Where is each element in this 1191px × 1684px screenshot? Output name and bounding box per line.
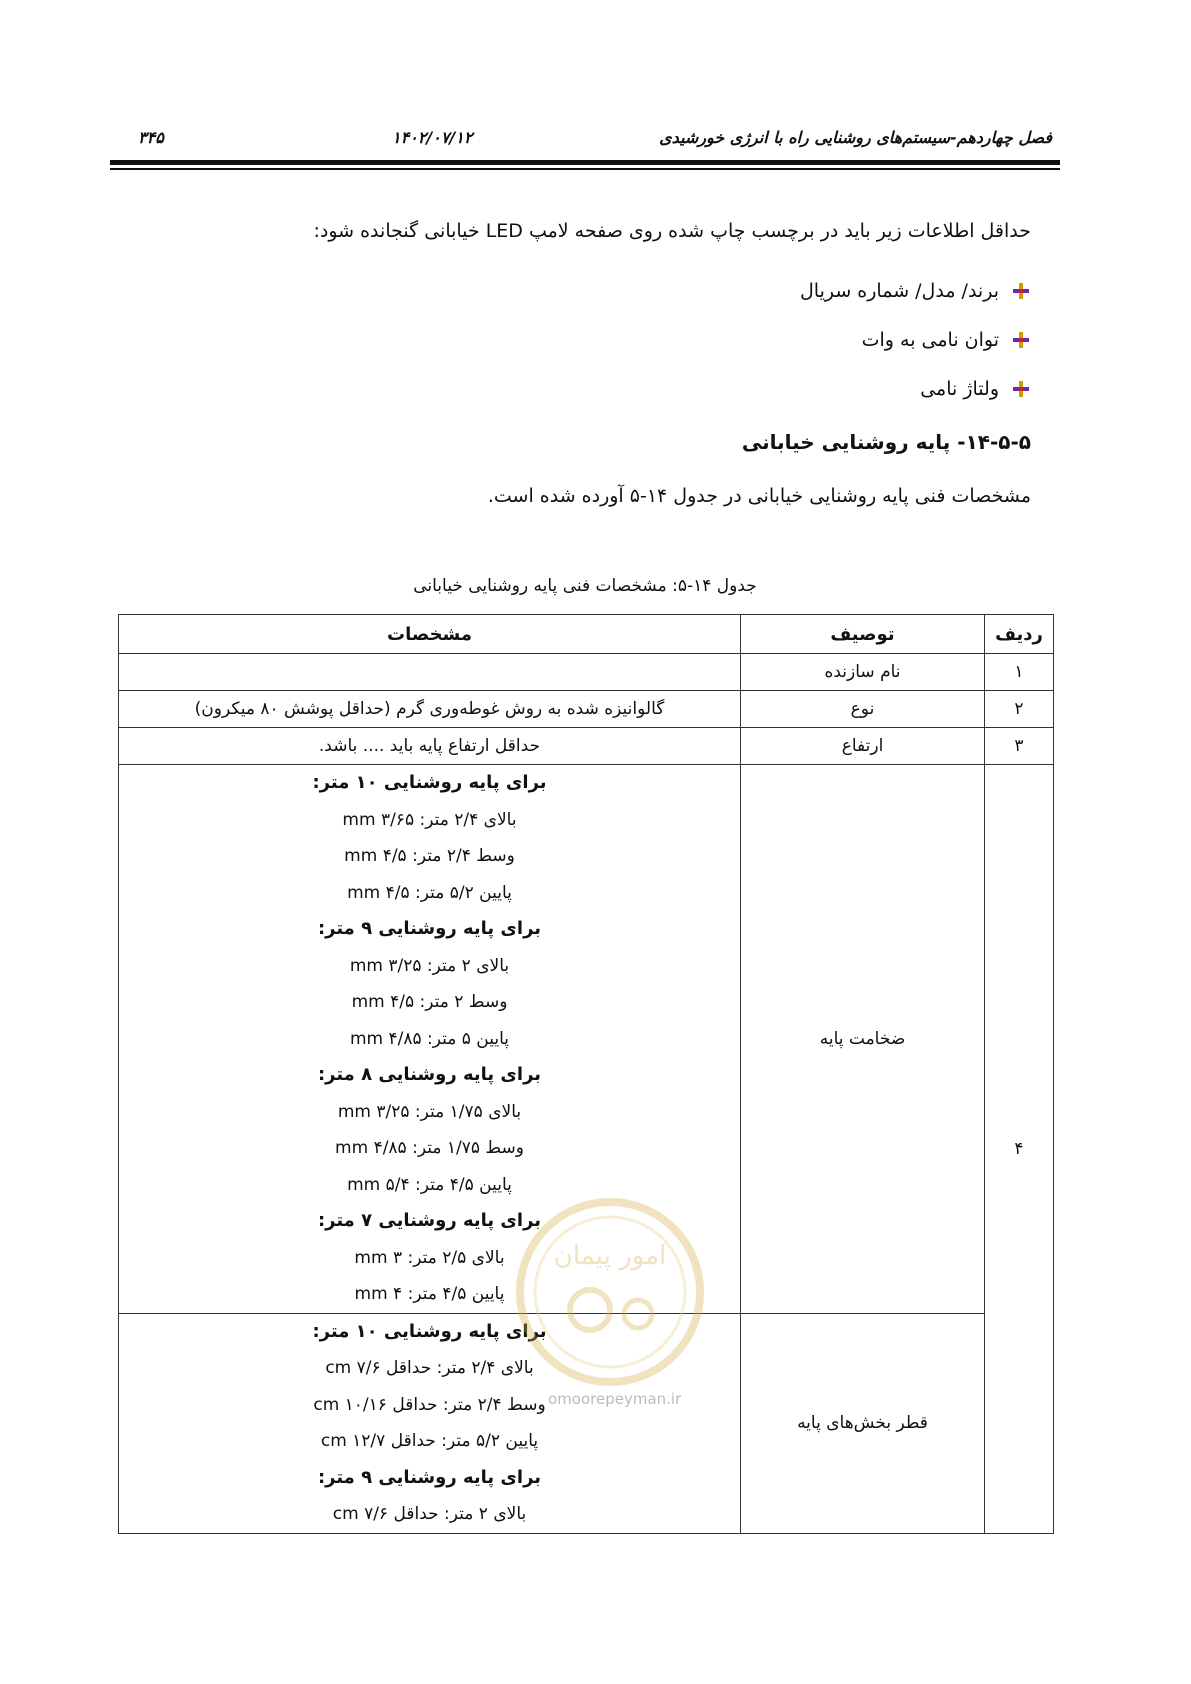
spec-line: بالای ۲ متر: حداقل ۷/۶ cm [332,1504,527,1525]
table-header-row [119,615,1054,654]
spec-subheading: برای پایه روشنایی ۸ متر: [317,1064,542,1085]
chapter-title: فصل چهاردهم-سیستم‌های روشنایی راه با انرژی خورشیدی [659,128,1052,147]
arrow-bullet-icon [1013,332,1029,348]
header-rule-thin [110,168,1060,170]
table-row [119,654,1054,691]
row-description: ضخامت پایه [741,765,985,1314]
spec-line: پایین ۴/۵ متر: ۴ mm [354,1284,505,1304]
row-spec: گالوانیزه شده به روش غوطه‌وری گرم (حداقل پوشش ۸۰ میکرون) [119,691,741,728]
spec-line: بالای ۲/۴ متر: حداقل ۷/۶ cm [325,1358,534,1379]
spec-line: بالای ۱/۷۵ متر: ۳/۲۵ mm [337,1101,522,1122]
spec-line: پایین ۵/۲ متر: حداقل ۱۲/۷ cm [320,1431,539,1452]
spec-line: پایین ۵ متر: ۴/۸۵ mm [349,1028,510,1049]
arrow-bullet-icon [1013,381,1029,397]
row-description: قطر بخش‌های پایه [741,1313,985,1533]
spec-subheading: برای پایه روشنایی ۷ متر: [317,1210,542,1231]
spec-subheading: برای پایه روشنایی ۱۰ متر: [312,772,547,793]
row-description: نوع [741,691,985,728]
row-description: ارتفاع [741,728,985,765]
watermark-logo-text: امور پیمان [553,1241,667,1271]
spec-line: بالای ۲/۴ متر: ۳/۶۵ mm [342,809,517,830]
spec-line: بالای ۲ متر: ۳/۲۵ mm [349,955,510,976]
spec-line: وسط ۲/۴ متر: حداقل ۱۰/۱۶ cm [313,1394,546,1415]
spec-line: پایین ۵/۲ متر: ۴/۵ mm [347,882,512,903]
watermark-logo [510,1192,710,1392]
bullet-list [800,266,1029,413]
row-number: ۱ [985,654,1054,691]
watermark-url: omoorepeyman.ir [548,1390,682,1408]
page-header [110,128,1060,158]
list-item [800,315,1029,364]
bullet-text: توان نامی به وات [861,328,999,351]
row-number: ۴ [985,765,1054,1534]
spec-line: بالای ۲/۵ متر: ۳ mm [354,1247,505,1268]
row-number: ۲ [985,691,1054,728]
list-item [800,364,1029,413]
row-number: ۳ [985,728,1054,765]
spec-subheading: برای پایه روشنایی ۹ متر: [317,918,542,939]
header-specs: مشخصات [119,615,741,654]
header-row-number: ردیف [985,615,1054,654]
header-date: ۱۴۰۲/۰۷/۱۲ [392,128,473,147]
header-description: توصیف [741,615,985,654]
table-row [119,691,1054,728]
intro-paragraph: حداقل اطلاعات زیر باید در برچسب چاپ شده روی صفحه لامپ LED خیابانی گنجانده شود: [313,220,1031,242]
section-text: مشخصات فنی پایه روشنایی خیابانی در جدول ۱۴-۵ آورده شده است. [487,485,1031,507]
arrow-bullet-icon [1013,283,1029,299]
row-spec: حداقل ارتفاع پایه باید .... باشد. [119,728,741,765]
spec-line: پایین ۴/۵ متر: ۵/۴ mm [347,1174,512,1195]
spec-line: وسط ۱/۷۵ متر: ۴/۸۵ mm [335,1138,524,1158]
table-row [119,728,1054,765]
spec-line: وسط ۲/۴ متر: ۴/۵ mm [344,846,515,866]
table-caption: جدول ۱۴-۵: مشخصات فنی پایه روشنایی خیابانی [413,576,757,596]
row-spec [119,654,741,691]
header-rule-thick [110,160,1060,165]
spec-line: وسط ۲ متر: ۴/۵ mm [351,992,508,1012]
spec-subheading: برای پایه روشنایی ۱۰ متر: [312,1320,547,1342]
row-description: نام سازنده [741,654,985,691]
page-number: ۳۴۵ [138,128,164,147]
spec-subheading: برای پایه روشنایی ۹ متر: [317,1466,542,1488]
section-heading: ۱۴-۵-۵- پایه روشنایی خیابانی [741,430,1031,454]
bullet-text: برند/ مدل/ شماره سریال [799,279,999,302]
bullet-text: ولتاژ نامی [920,377,999,400]
list-item [800,266,1029,315]
